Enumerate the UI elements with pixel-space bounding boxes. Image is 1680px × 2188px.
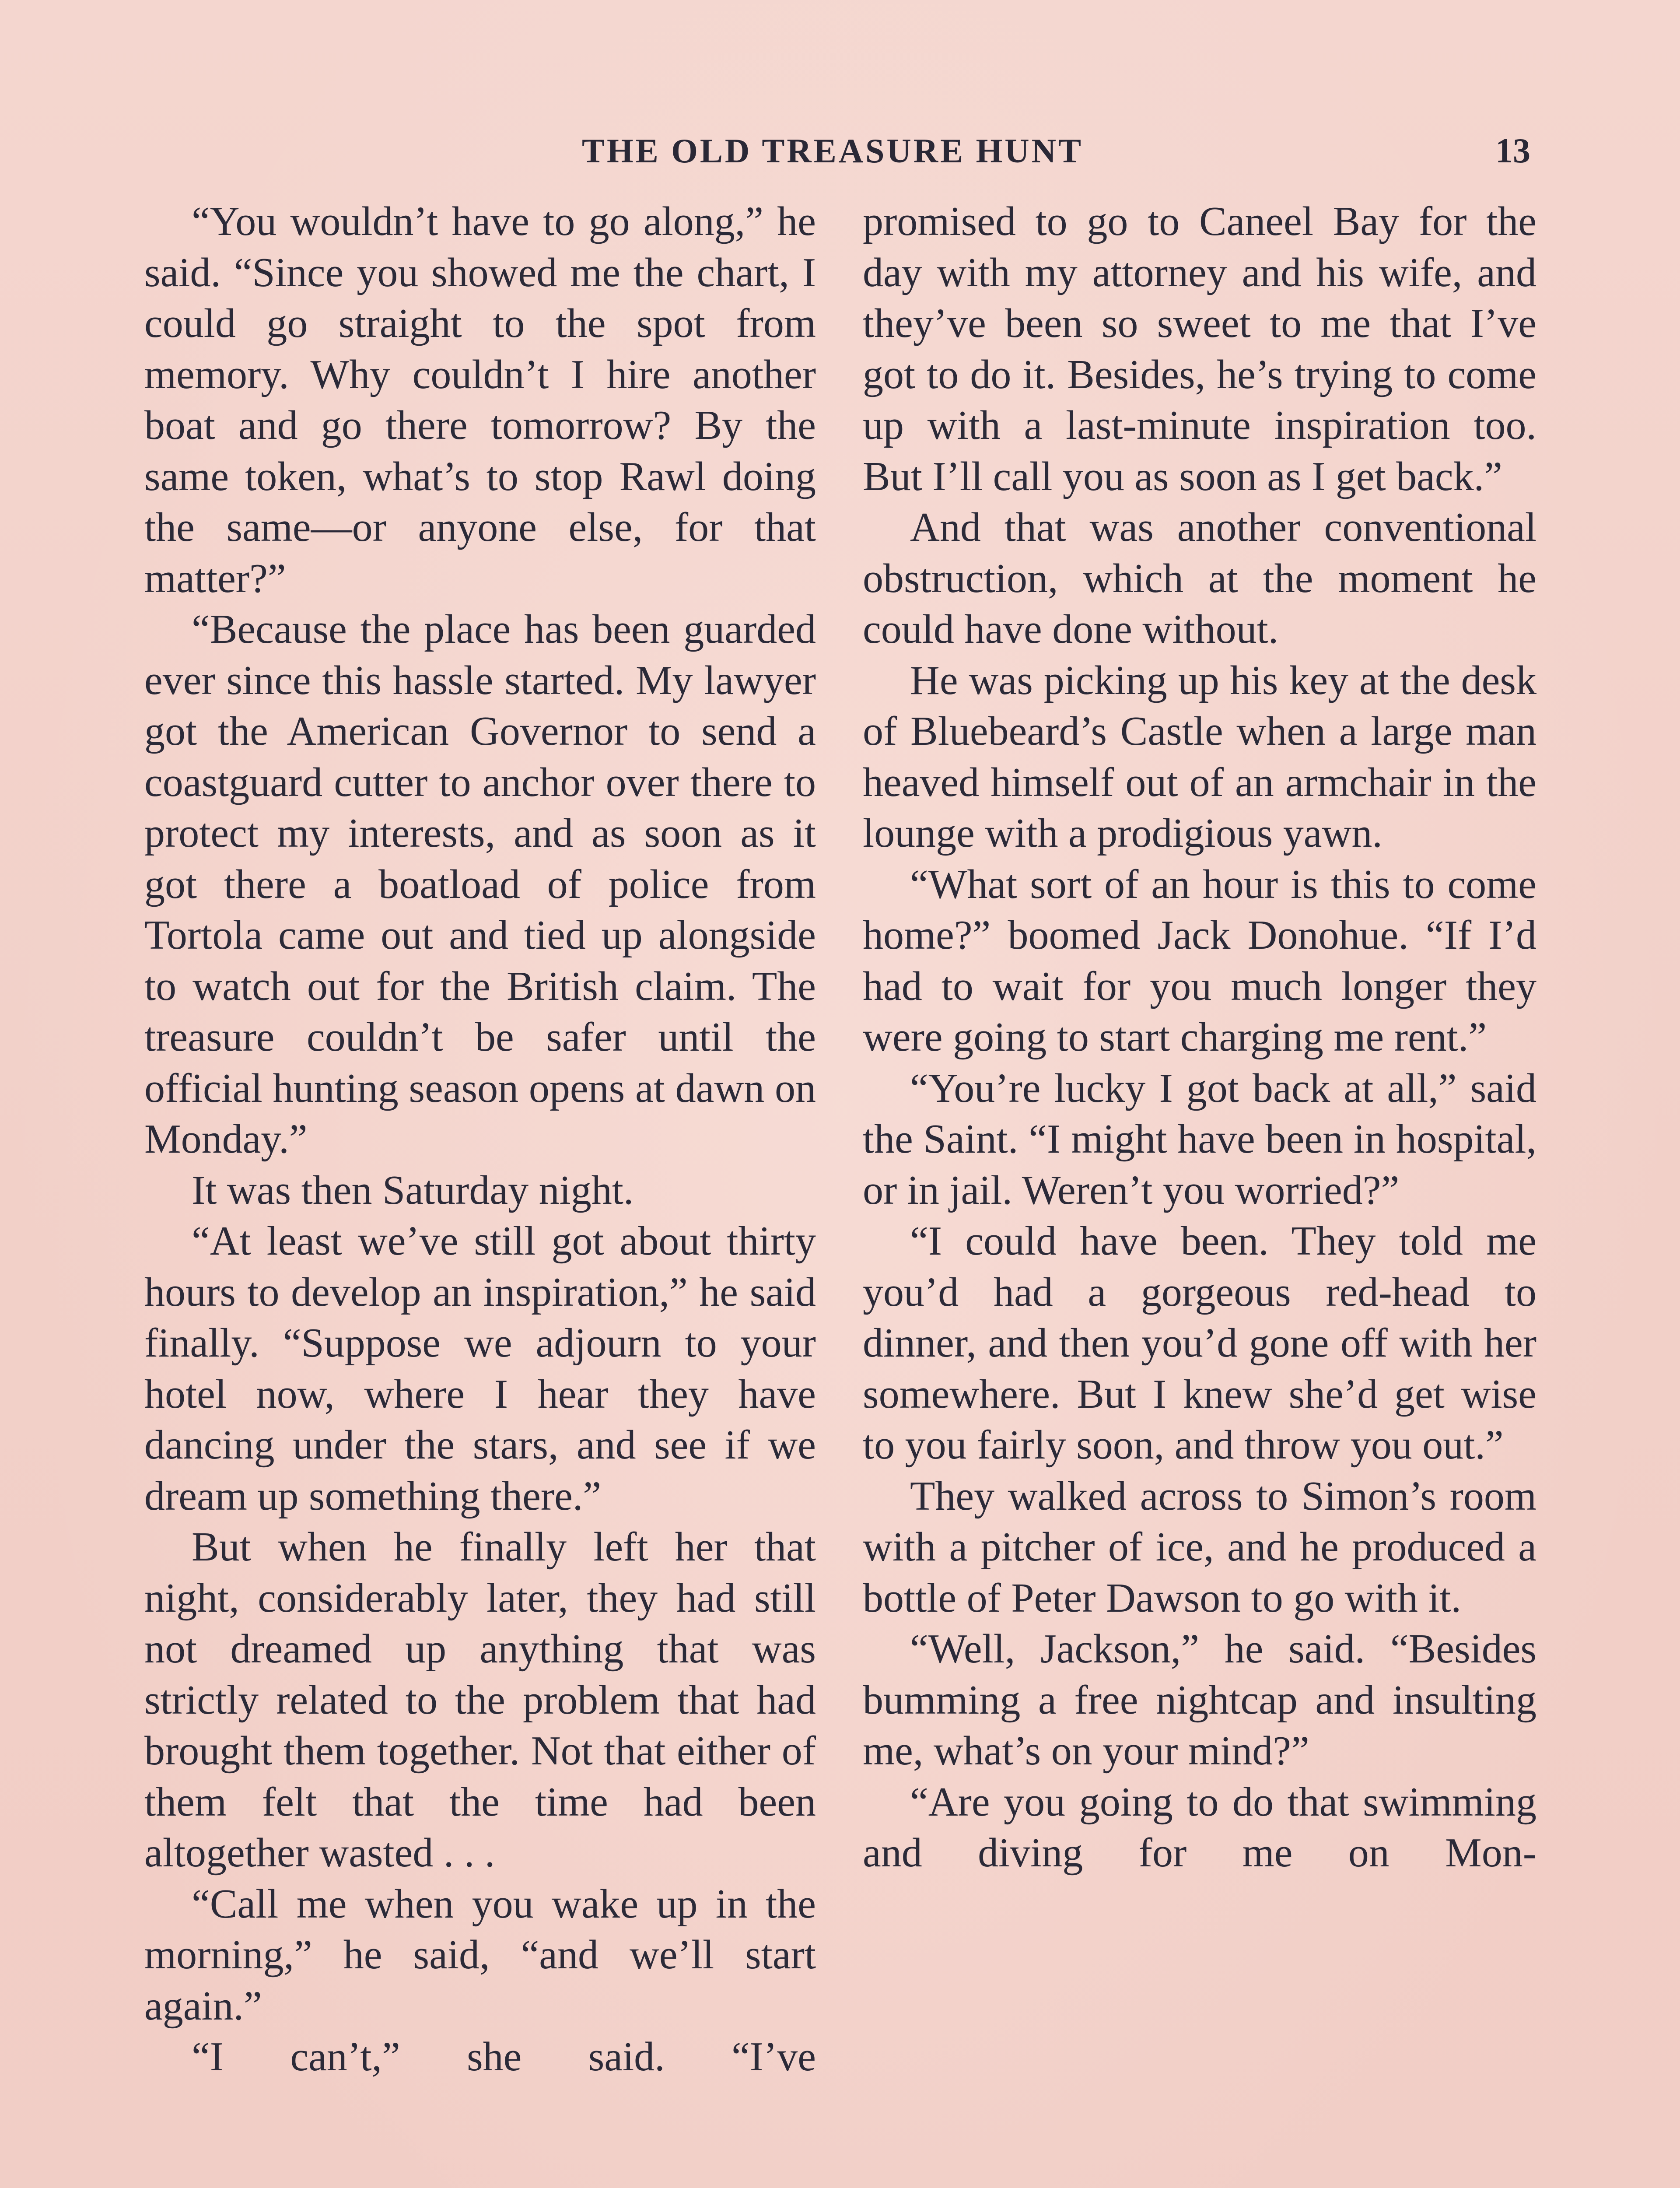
paragraph: “You’re lucky I got back at all,” said the Saint. “I might have been in hospital, or in jail. Weren’t you worried?” bbox=[863, 1065, 1536, 1213]
paragraph: “I can’t,” she said. “I’ve bbox=[192, 2034, 816, 2079]
paragraph: “I could have been. They told me you’d had a gorgeous red-head to dinner, and then you’d gone off with her somewhere. But I knew she’d get wise to you fairly soon, and throw you out.” bbox=[863, 1218, 1536, 1468]
paragraph: promised to go to Caneel Bay for the day with my attorney and his wife, and they’ve been so sweet to me that I’ve got to do it. Besides, he’s trying to come up with a last-minute inspiration too. But I’ll call you as soon as I get back.” bbox=[863, 199, 1536, 499]
paragraph: “Call me when you wake up in the morning,” he said, “and we’ll start again.” bbox=[144, 1881, 816, 2029]
right-column bbox=[863, 196, 1536, 1879]
paragraph: “You wouldn’t have to go along,” he said. “Since you showed me the chart, I could go straight to the spot from memory. Why couldn’t I hire another boat and go there tomorrow? By the same token, what’s to stop Rawl doing the same—or anyone else, for that matter?” bbox=[144, 199, 816, 601]
paragraph: But when he finally left her that night, considerably later, they had still not dreamed up anything that was strictly related to the problem that had brought them together. Not that either of them felt that the time had been altogether wasted . . . bbox=[144, 1524, 816, 1876]
page-number: 13 bbox=[1495, 132, 1530, 170]
paragraph: They walked across to Simon’s room with a pitcher of ice, and he produced a bottle of Peter Dawson to go with it. bbox=[863, 1473, 1536, 1621]
paragraph: “Well, Jackson,” he said. “Besides bumming a free nightcap and insulting me, what’s on your mind?” bbox=[863, 1626, 1536, 1774]
paragraph: It was then Saturday night. bbox=[192, 1167, 634, 1213]
left-column bbox=[144, 196, 816, 2083]
paragraph: “What sort of an hour is this to come home?” boomed Jack Donohue. “If I’d had to wait for you much longer they were going to start charging me rent.” bbox=[863, 861, 1536, 1060]
running-title: THE OLD TREASURE HUNT bbox=[582, 132, 1083, 170]
paragraph: “Because the place has been guarded ever since this hassle started. My lawyer got the American Governor to send a coastguard cutter to anchor over there to protect my interests, and as soon as it got there a boatload of police from Tortola came out and tied up alongside to watch out for the British claim. The treasure couldn’t be safer until the official hunting season opens at dawn on Monday.” bbox=[144, 607, 816, 1162]
paragraph: “Are you going to do that swimming and diving for me on Mon- bbox=[863, 1779, 1536, 1876]
paragraph: And that was another conventional obstruction, which at the moment he could have done without. bbox=[863, 505, 1536, 652]
paragraph: “At least we’ve still got about thirty hours to develop an inspiration,” he said finally. “Suppose we adjourn to your hotel now, where I hear they have dancing under the stars, and see if we dream up something there.” bbox=[144, 1218, 816, 1519]
paragraph: He was picking up his key at the desk of Bluebeard’s Castle when a large man heaved himself out of an armchair in the lounge with a prodigious yawn. bbox=[863, 657, 1536, 856]
